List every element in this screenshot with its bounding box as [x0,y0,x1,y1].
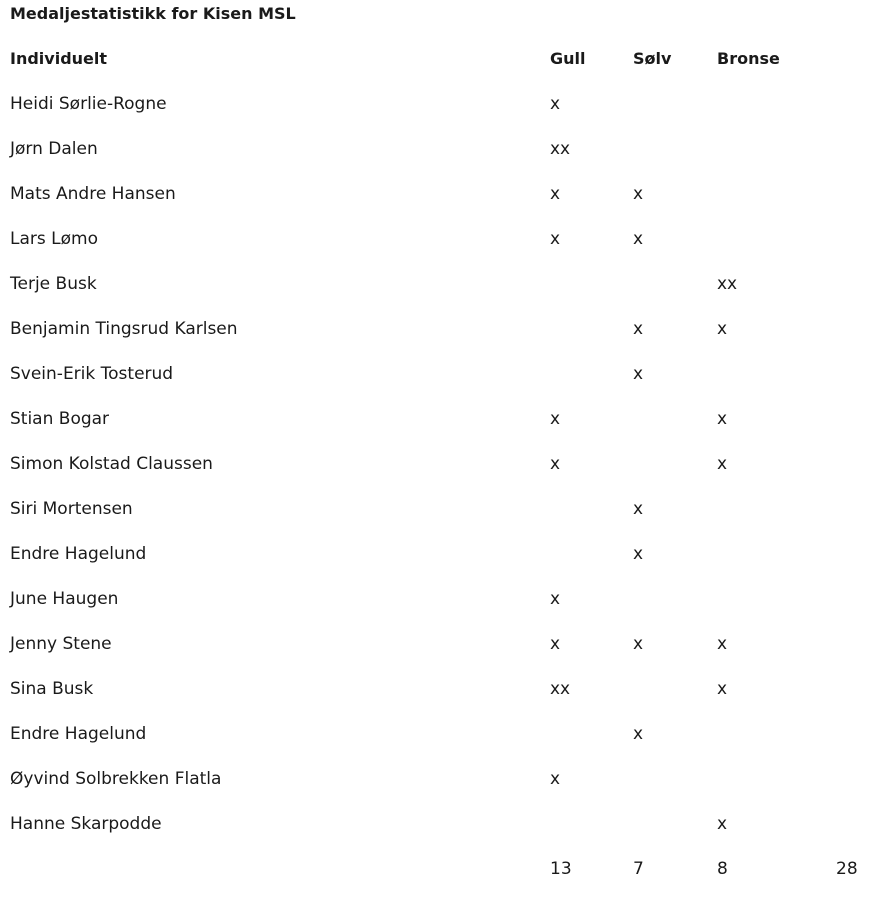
athlete-name: Hanne Skarpodde [10,814,162,834]
solv-cell: x [633,319,644,339]
table-header-row [0,47,879,71]
athlete-name: Terje Busk [10,274,97,294]
table-row [0,497,879,521]
gull-cell: x [550,184,561,204]
table-row [0,767,879,791]
bronse-cell: xx [717,274,738,294]
table-row [0,272,879,296]
athlete-name: Heidi Sørlie-Rogne [10,94,167,114]
gull-cell: x [550,94,561,114]
table-row [0,812,879,836]
athlete-name: Endre Hagelund [10,724,147,744]
bronse-cell: x [717,679,728,699]
table-row [0,227,879,251]
table-row [0,317,879,341]
gull-cell: x [550,634,561,654]
table-row [0,362,879,386]
athlete-name: Benjamin Tingsrud Karlsen [10,319,238,339]
header-solv: Sølv [633,49,672,68]
gull-cell: x [550,409,561,429]
table-row [0,137,879,161]
table-row [0,722,879,746]
table-row [0,587,879,611]
gull-cell: x [550,229,561,249]
athlete-name: Siri Mortensen [10,499,133,519]
athlete-name: Lars Lømo [10,229,98,249]
athlete-name: Jørn Dalen [10,139,98,159]
grand-total: 28 [836,859,858,879]
bronse-cell: x [717,814,728,834]
athlete-name: June Haugen [10,589,119,609]
page-title: Medaljestatistikk for Kisen MSL [10,4,296,23]
gull-cell: xx [550,679,571,699]
solv-cell: x [633,544,644,564]
athlete-name: Simon Kolstad Claussen [10,454,213,474]
bronse-cell: x [717,319,728,339]
athlete-name: Mats Andre Hansen [10,184,176,204]
totals-row [0,857,879,881]
solv-cell: x [633,184,644,204]
gull-cell: xx [550,139,571,159]
solv-cell: x [633,229,644,249]
total-gull: 13 [550,859,572,879]
athlete-name: Svein-Erik Tosterud [10,364,174,384]
solv-cell: x [633,499,644,519]
athlete-name: Jenny Stene [10,634,112,654]
solv-cell: x [633,634,644,654]
header-gull: Gull [550,49,586,68]
bronse-cell: x [717,409,728,429]
table-row [0,632,879,656]
table-row [0,677,879,701]
table-row [0,452,879,476]
total-bronse: 8 [717,859,728,879]
table-row [0,542,879,566]
bronse-cell: x [717,454,728,474]
gull-cell: x [550,589,561,609]
solv-cell: x [633,364,644,384]
table-row [0,92,879,116]
table-row [0,407,879,431]
athlete-name: Stian Bogar [10,409,110,429]
total-solv: 7 [633,859,644,879]
solv-cell: x [633,724,644,744]
header-bronse: Bronse [717,49,780,68]
athlete-name: Endre Hagelund [10,544,147,564]
table-row [0,182,879,206]
athlete-name: Sina Busk [10,679,94,699]
bronse-cell: x [717,634,728,654]
gull-cell: x [550,769,561,789]
header-individuelt: Individuelt [10,49,108,68]
athlete-name: Øyvind Solbrekken Flatla [10,769,222,789]
gull-cell: x [550,454,561,474]
